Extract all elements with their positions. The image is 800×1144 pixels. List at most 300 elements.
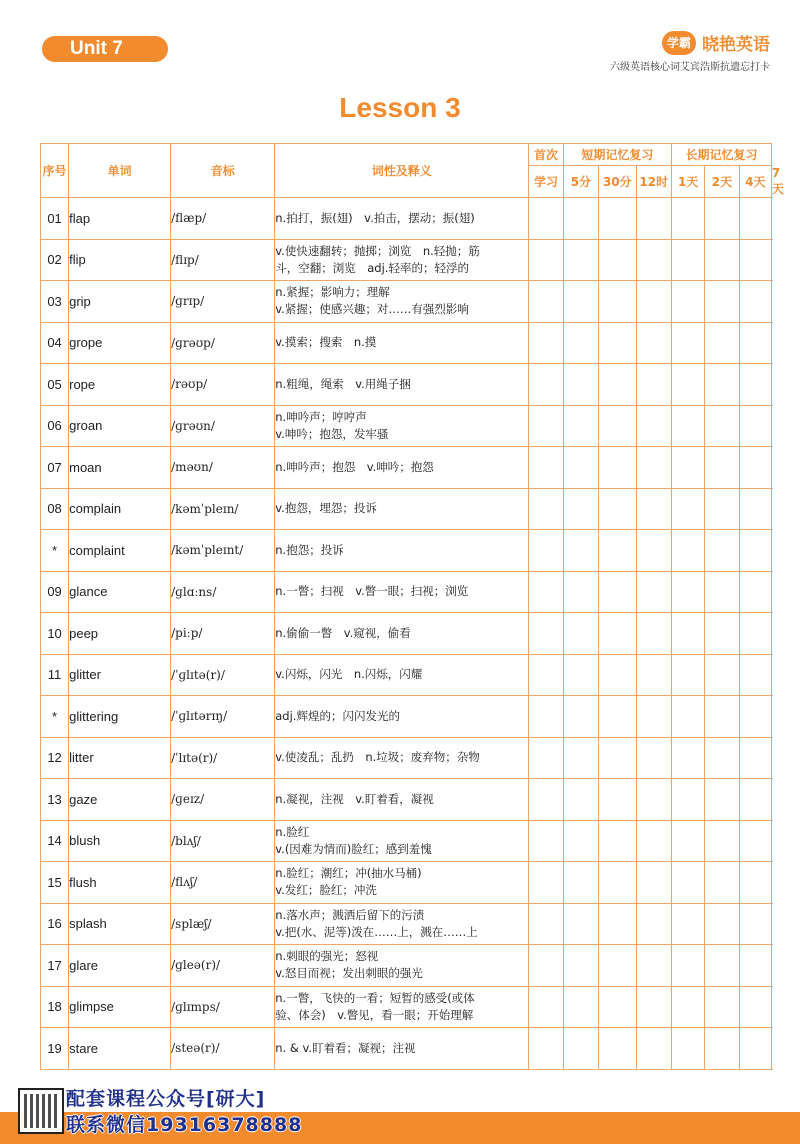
header-word: 单词: [69, 144, 171, 198]
review-checkbox: [636, 530, 671, 572]
word-definition: [275, 654, 529, 696]
review-checkbox: [705, 322, 739, 364]
review-checkbox: [563, 820, 598, 862]
word-definition: [275, 1028, 529, 1070]
table-row: [41, 903, 772, 945]
word-text: blush: [69, 820, 171, 862]
definition-line: n.凝视，注视 v.盯着看，凝视: [275, 791, 434, 806]
word-text: glance: [69, 571, 171, 613]
review-checkbox: [563, 696, 598, 738]
word-number: 03: [41, 281, 69, 323]
unit-label: Unit 7: [42, 36, 168, 62]
review-checkbox: [739, 1028, 771, 1070]
word-text: complain: [69, 488, 171, 530]
review-checkbox: [705, 364, 739, 406]
review-checkbox: [563, 364, 598, 406]
review-checkbox: [563, 488, 598, 530]
review-checkbox: [599, 654, 636, 696]
review-checkbox: [599, 322, 636, 364]
review-checkbox: [705, 239, 739, 281]
word-text: gaze: [69, 779, 171, 821]
word-phonetic: /blʌʃ/: [171, 820, 275, 862]
word-definition: [275, 820, 529, 862]
header-definition: 词性及释义: [275, 144, 529, 198]
review-checkbox: [529, 281, 563, 323]
review-checkbox: [739, 530, 771, 572]
review-checkbox: [671, 945, 704, 987]
review-checkbox: [705, 737, 739, 779]
review-checkbox: [599, 571, 636, 613]
review-checkbox: [671, 654, 704, 696]
definition-line: v.怒目而视；发出刺眼的强光: [275, 966, 423, 981]
review-checkbox: [563, 1028, 598, 1070]
table-row: [41, 571, 772, 613]
review-checkbox: [529, 862, 563, 904]
table-row: [41, 820, 772, 862]
review-checkbox: [529, 1028, 563, 1070]
header-first: 首次: [529, 144, 563, 166]
table-row: [41, 488, 772, 530]
definition-line: v.把(水、泥等)泼在……上，溅在……上: [275, 924, 478, 939]
word-phonetic: /flɪp/: [171, 239, 275, 281]
review-checkbox: [705, 571, 739, 613]
review-checkbox: [705, 945, 739, 987]
table-row: [41, 405, 772, 447]
review-checkbox: [636, 862, 671, 904]
brand-name: 晓艳英语: [702, 35, 770, 55]
review-checkbox: [705, 488, 739, 530]
word-phonetic: /kəmˈpleɪnt/: [171, 530, 275, 572]
word-phonetic: /kəmˈpleɪn/: [171, 488, 275, 530]
definition-line: v.使快速翻转；抛掷；浏览 n.轻抛；筋: [275, 243, 480, 258]
word-phonetic: /ˈɡlɪtərɪŋ/: [171, 696, 275, 738]
header-ipa: 音标: [171, 144, 275, 198]
review-checkbox: [671, 447, 704, 489]
header-4day: 4天: [739, 166, 771, 198]
review-checkbox: [599, 737, 636, 779]
definition-line: n.落水声；溅洒后留下的污渍: [275, 907, 425, 922]
review-checkbox: [529, 488, 563, 530]
review-checkbox: [671, 405, 704, 447]
review-checkbox: [739, 903, 771, 945]
word-number: *: [41, 530, 69, 572]
word-number: 09: [41, 571, 69, 613]
review-checkbox: [671, 281, 704, 323]
word-definition: [275, 281, 529, 323]
word-number: 16: [41, 903, 69, 945]
definition-line: 斗，空翻；浏览 adj.轻率的；轻浮的: [275, 260, 469, 275]
review-checkbox: [739, 364, 771, 406]
definition-line: v.摸索；搜索 n.摸: [275, 335, 377, 350]
review-checkbox: [599, 447, 636, 489]
word-text: glittering: [69, 696, 171, 738]
review-checkbox: [636, 239, 671, 281]
review-checkbox: [636, 488, 671, 530]
word-phonetic: /ɡrəʊp/: [171, 322, 275, 364]
definition-line: n.紧握；影响力；理解: [275, 285, 390, 300]
review-checkbox: [563, 405, 598, 447]
brand-subtitle: 六级英语核心词艾宾浩斯抗遗忘打卡: [610, 62, 770, 73]
word-definition: [275, 198, 529, 240]
review-checkbox: [739, 945, 771, 987]
definition-line: n.一瞥，飞快的一看；短暂的感受(或体: [275, 990, 475, 1005]
review-checkbox: [529, 530, 563, 572]
word-number: *: [41, 696, 69, 738]
review-checkbox: [671, 820, 704, 862]
review-checkbox: [739, 488, 771, 530]
review-checkbox: [563, 281, 598, 323]
review-checkbox: [529, 322, 563, 364]
word-phonetic: /ɡrɪp/: [171, 281, 275, 323]
word-number: 10: [41, 613, 69, 655]
review-checkbox: [599, 820, 636, 862]
review-checkbox: [636, 696, 671, 738]
review-checkbox: [636, 405, 671, 447]
review-checkbox: [739, 322, 771, 364]
review-checkbox: [705, 281, 739, 323]
definition-line: n.脸红: [275, 824, 310, 839]
review-checkbox: [671, 530, 704, 572]
word-phonetic: /ɡlɑːns/: [171, 571, 275, 613]
word-phonetic: /flʌʃ/: [171, 862, 275, 904]
review-checkbox: [636, 986, 671, 1028]
review-checkbox: [739, 571, 771, 613]
word-number: 06: [41, 405, 69, 447]
review-checkbox: [671, 613, 704, 655]
word-text: flush: [69, 862, 171, 904]
review-checkbox: [739, 198, 771, 240]
word-phonetic: /rəʊp/: [171, 364, 275, 406]
review-checkbox: [529, 364, 563, 406]
review-checkbox: [529, 737, 563, 779]
review-checkbox: [671, 903, 704, 945]
review-checkbox: [529, 654, 563, 696]
review-checkbox: [599, 1028, 636, 1070]
word-text: moan: [69, 447, 171, 489]
table-row: [41, 530, 772, 572]
vocab-table: [40, 143, 784, 1070]
review-checkbox: [705, 779, 739, 821]
review-checkbox: [705, 530, 739, 572]
table-row: [41, 239, 772, 281]
review-checkbox: [671, 488, 704, 530]
review-checkbox: [739, 281, 771, 323]
review-checkbox: [563, 986, 598, 1028]
review-checkbox: [636, 281, 671, 323]
word-definition: [275, 696, 529, 738]
review-checkbox: [636, 820, 671, 862]
word-definition: [275, 364, 529, 406]
review-checkbox: [599, 779, 636, 821]
word-number: 05: [41, 364, 69, 406]
table-row: [41, 613, 772, 655]
definition-line: n.脸红；潮红；冲(抽水马桶): [275, 866, 422, 881]
review-checkbox: [529, 903, 563, 945]
table-row: [41, 198, 772, 240]
word-text: grip: [69, 281, 171, 323]
review-checkbox: [705, 696, 739, 738]
word-phonetic: /flæp/: [171, 198, 275, 240]
review-checkbox: [563, 903, 598, 945]
review-checkbox: [636, 198, 671, 240]
review-checkbox: [739, 239, 771, 281]
review-checkbox: [705, 613, 739, 655]
table-row: [41, 779, 772, 821]
word-text: stare: [69, 1028, 171, 1070]
review-checkbox: [563, 571, 598, 613]
review-checkbox: [739, 779, 771, 821]
brand: [610, 30, 770, 73]
header-30min: 30分: [599, 166, 636, 198]
review-checkbox: [636, 903, 671, 945]
review-checkbox: [529, 696, 563, 738]
review-checkbox: [739, 820, 771, 862]
review-checkbox: [529, 779, 563, 821]
review-checkbox: [599, 488, 636, 530]
review-checkbox: [636, 1028, 671, 1070]
review-checkbox: [599, 945, 636, 987]
qr-code-icon: [18, 1088, 64, 1134]
review-checkbox: [529, 571, 563, 613]
review-checkbox: [563, 779, 598, 821]
word-definition: [275, 571, 529, 613]
word-number: 13: [41, 779, 69, 821]
definition-line: n.拍打，振(翅) v.拍击，摆动；振(翅): [275, 210, 475, 225]
review-checkbox: [705, 405, 739, 447]
review-checkbox: [599, 405, 636, 447]
word-text: grope: [69, 322, 171, 364]
header-num: 序号: [41, 144, 69, 198]
word-text: glare: [69, 945, 171, 987]
review-checkbox: [599, 613, 636, 655]
word-number: 18: [41, 986, 69, 1028]
word-text: groan: [69, 405, 171, 447]
review-checkbox: [705, 1028, 739, 1070]
review-checkbox: [563, 945, 598, 987]
definition-line: n.抱怨；投诉: [275, 542, 344, 557]
word-text: peep: [69, 613, 171, 655]
review-checkbox: [599, 239, 636, 281]
review-checkbox: [529, 447, 563, 489]
word-number: 14: [41, 820, 69, 862]
table-row: [41, 447, 772, 489]
word-number: 11: [41, 654, 69, 696]
review-checkbox: [671, 862, 704, 904]
review-checkbox: [705, 986, 739, 1028]
word-phonetic: /məʊn/: [171, 447, 275, 489]
promo-line-1: 配套课程公众号[研大]: [66, 1088, 266, 1110]
review-checkbox: [671, 779, 704, 821]
word-text: splash: [69, 903, 171, 945]
word-text: flip: [69, 239, 171, 281]
review-checkbox: [739, 696, 771, 738]
definition-line: n.一瞥；扫视 v.瞥一眼；扫视；浏览: [275, 584, 469, 599]
word-definition: [275, 447, 529, 489]
word-number: 01: [41, 198, 69, 240]
review-checkbox: [529, 613, 563, 655]
review-checkbox: [563, 447, 598, 489]
word-phonetic: /steə(r)/: [171, 1028, 275, 1070]
word-text: flap: [69, 198, 171, 240]
word-phonetic: /ɡleə(r)/: [171, 945, 275, 987]
review-checkbox: [739, 737, 771, 779]
review-checkbox: [563, 530, 598, 572]
definition-line: v.呻吟；抱怨，发牢骚: [275, 426, 389, 441]
table-row: [41, 322, 772, 364]
review-checkbox: [599, 364, 636, 406]
word-number: 12: [41, 737, 69, 779]
table-row: [41, 696, 772, 738]
header-1day: 1天: [671, 166, 704, 198]
review-checkbox: [739, 862, 771, 904]
header-12h: 12时: [636, 166, 671, 198]
review-checkbox: [599, 696, 636, 738]
review-checkbox: [636, 737, 671, 779]
word-definition: [275, 903, 529, 945]
review-checkbox: [529, 986, 563, 1028]
table-row: [41, 281, 772, 323]
review-checkbox: [739, 654, 771, 696]
table-row: [41, 364, 772, 406]
word-text: complaint: [69, 530, 171, 572]
review-checkbox: [705, 903, 739, 945]
word-definition: [275, 613, 529, 655]
definition-line: adj.辉煌的；闪闪发光的: [275, 708, 400, 723]
review-checkbox: [563, 239, 598, 281]
header-2day: 2天: [705, 166, 739, 198]
word-definition: [275, 945, 529, 987]
word-phonetic: /ɡrəʊn/: [171, 405, 275, 447]
review-checkbox: [636, 654, 671, 696]
review-checkbox: [671, 198, 704, 240]
word-text: rope: [69, 364, 171, 406]
header-first-study: 学习: [529, 166, 563, 198]
review-checkbox: [529, 239, 563, 281]
definition-line: v.发红；脸红；冲洗: [275, 883, 377, 898]
definition-line: n.偷偷一瞥 v.窥视，偷看: [275, 625, 411, 640]
review-checkbox: [636, 447, 671, 489]
table-row: [41, 862, 772, 904]
header-5min: 5分: [563, 166, 598, 198]
lesson-title: Lesson 3: [339, 92, 461, 123]
review-checkbox: [671, 364, 704, 406]
review-checkbox: [671, 696, 704, 738]
word-definition: [275, 986, 529, 1028]
header-long-term: 长期记忆复习: [671, 144, 771, 166]
review-checkbox: [599, 903, 636, 945]
review-checkbox: [671, 322, 704, 364]
word-number: 07: [41, 447, 69, 489]
word-number: 19: [41, 1028, 69, 1070]
brand-logo-icon: 学霸: [662, 31, 696, 55]
definition-line: v.闪烁，闪光 n.闪烁，闪耀: [275, 667, 423, 682]
review-checkbox: [705, 820, 739, 862]
review-checkbox: [705, 447, 739, 489]
review-checkbox: [636, 571, 671, 613]
word-number: 04: [41, 322, 69, 364]
definition-line: v.抱怨，埋怨；投诉: [275, 501, 377, 516]
header-short-term: 短期记忆复习: [563, 144, 671, 166]
definition-line: n.呻吟声；抱怨 v.呻吟；抱怨: [275, 459, 434, 474]
table-row: [41, 1028, 772, 1070]
review-checkbox: [563, 613, 598, 655]
review-checkbox: [671, 239, 704, 281]
definition-line: n.呻吟声；哼哼声: [275, 409, 367, 424]
review-checkbox: [636, 322, 671, 364]
word-number: 08: [41, 488, 69, 530]
word-phonetic: /splæʃ/: [171, 903, 275, 945]
review-checkbox: [739, 405, 771, 447]
definition-line: v.(因难为情而)脸红；感到羞愧: [275, 841, 432, 856]
definition-line: v.使凌乱；乱扔 n.垃圾；废弃物；杂物: [275, 750, 480, 765]
review-checkbox: [636, 613, 671, 655]
review-checkbox: [739, 447, 771, 489]
review-checkbox: [739, 613, 771, 655]
definition-line: n.粗绳，绳索 v.用绳子捆: [275, 376, 411, 391]
review-checkbox: [563, 654, 598, 696]
table-row: [41, 737, 772, 779]
review-checkbox: [599, 862, 636, 904]
word-definition: [275, 862, 529, 904]
review-checkbox: [599, 198, 636, 240]
word-number: 17: [41, 945, 69, 987]
word-phonetic: /piːp/: [171, 613, 275, 655]
word-definition: [275, 322, 529, 364]
word-number: 02: [41, 239, 69, 281]
review-checkbox: [705, 862, 739, 904]
review-checkbox: [529, 945, 563, 987]
table-row: [41, 986, 772, 1028]
review-checkbox: [705, 654, 739, 696]
word-phonetic: /ˈɡlɪtə(r)/: [171, 654, 275, 696]
word-number: 15: [41, 862, 69, 904]
definition-line: v.紧握；使感兴趣；对……有强烈影响: [275, 302, 469, 317]
word-definition: [275, 530, 529, 572]
review-checkbox: [636, 779, 671, 821]
review-checkbox: [563, 737, 598, 779]
review-checkbox: [636, 364, 671, 406]
word-text: glimpse: [69, 986, 171, 1028]
definition-line: n.刺眼的强光；怒视: [275, 949, 379, 964]
review-checkbox: [705, 198, 739, 240]
review-checkbox: [529, 405, 563, 447]
review-checkbox: [599, 281, 636, 323]
review-checkbox: [529, 198, 563, 240]
review-checkbox: [529, 820, 563, 862]
promo-line-2: 联系微信19316378888: [66, 1114, 303, 1136]
review-checkbox: [563, 862, 598, 904]
word-phonetic: /ɡeɪz/: [171, 779, 275, 821]
word-definition: [275, 488, 529, 530]
review-checkbox: [671, 571, 704, 613]
word-phonetic: /ˈlɪtə(r)/: [171, 737, 275, 779]
word-phonetic: /ɡlɪmps/: [171, 986, 275, 1028]
review-checkbox: [636, 945, 671, 987]
review-checkbox: [599, 986, 636, 1028]
word-definition: [275, 779, 529, 821]
review-checkbox: [563, 322, 598, 364]
definition-line: n. & v.盯着看；凝视；注视: [275, 1040, 416, 1055]
review-checkbox: [671, 737, 704, 779]
review-checkbox: [599, 530, 636, 572]
review-checkbox: [671, 1028, 704, 1070]
review-checkbox: [739, 986, 771, 1028]
review-checkbox: [563, 198, 598, 240]
word-definition: [275, 737, 529, 779]
table-row: [41, 654, 772, 696]
table-row: [41, 945, 772, 987]
review-checkbox: [671, 986, 704, 1028]
